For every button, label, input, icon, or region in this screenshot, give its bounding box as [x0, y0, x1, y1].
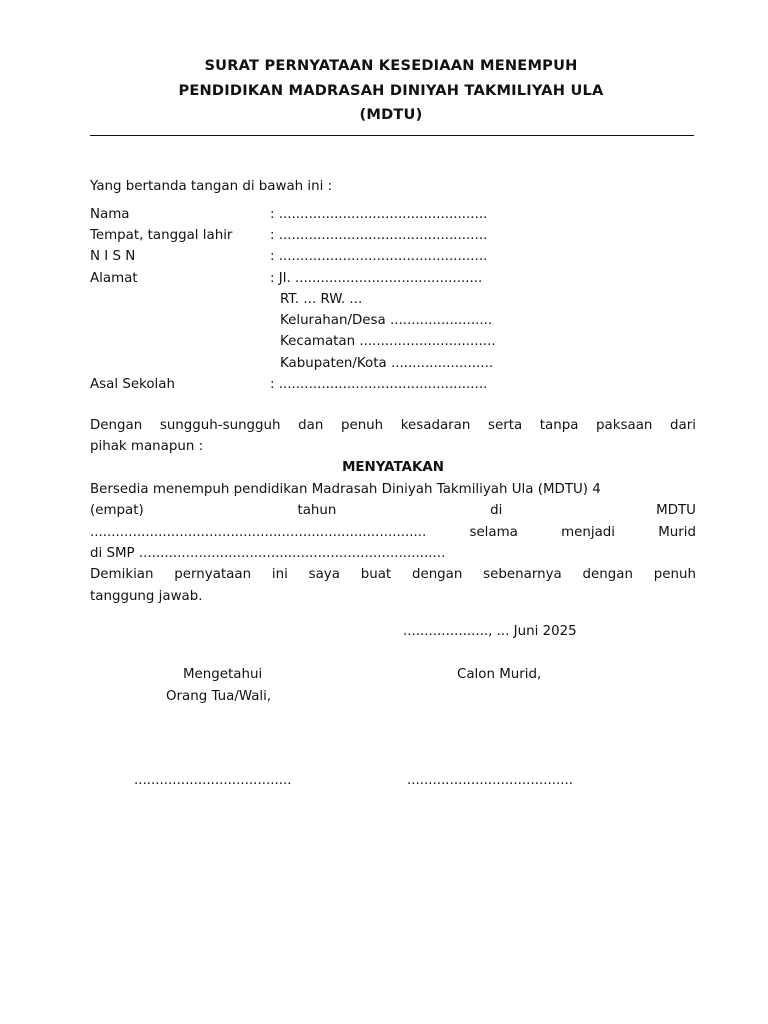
word: ............................................................................... [90, 525, 427, 540]
word: (empat) [90, 503, 144, 518]
word: dengan [582, 567, 633, 582]
word: pernyataan [174, 567, 252, 582]
signature-left-blank: ..................................... [134, 773, 292, 788]
field-value-ttl: : ................................................. [270, 228, 488, 243]
word: MDTU [656, 503, 696, 518]
field-alamat-kelurahan: Kelurahan/Desa ........................ [280, 313, 493, 328]
field-alamat-rt-rw: RT. ... RW. ... [280, 292, 363, 307]
statement-line-3 [90, 525, 696, 540]
field-alamat-kecamatan: Kecamatan ................................ [280, 334, 496, 349]
word: Demikian [90, 567, 154, 582]
statement-line-4: di SMP ........................................................................ [90, 546, 446, 561]
statement-line-1: Bersedia menempuh pendidikan Madrasah Diniyah Takmiliyah Ula (MDTU) 4 [90, 482, 601, 497]
intro-text: Yang bertanda tangan di bawah ini : [90, 179, 333, 194]
word: penuh [653, 567, 696, 582]
statement-opening-line-2: pihak manapun : [90, 439, 204, 454]
field-label-ttl: Tempat, tanggal lahir [90, 228, 233, 243]
statement-heading: MENYATAKAN [342, 460, 444, 475]
field-label-nama: Nama [90, 207, 130, 222]
field-value-sekolah: : ................................................. [270, 377, 488, 392]
word: sebenarnya [483, 567, 562, 582]
field-value-alamat: : Jl. ............................................ [270, 271, 483, 286]
closing-line-1 [90, 567, 696, 582]
field-label-alamat: Alamat [90, 271, 138, 286]
signature-right-title: Calon Murid, [457, 667, 542, 682]
word: dari [670, 418, 696, 433]
word: dan [298, 418, 324, 433]
word: paksaan [596, 418, 653, 433]
word: Dengan [90, 418, 143, 433]
word: buat [360, 567, 392, 582]
field-value-nama: : ................................................. [270, 207, 488, 222]
field-label-sekolah: Asal Sekolah [90, 377, 175, 392]
title-divider [90, 135, 694, 136]
signature-left-role: Orang Tua/Wali, [166, 689, 272, 704]
field-alamat-kabupaten: Kabupaten/Kota ........................ [280, 356, 494, 371]
statement-opening-line-1 [90, 418, 696, 433]
word: saya [308, 567, 340, 582]
word: serta [487, 418, 523, 433]
title-line-3: (MDTU) [359, 106, 423, 123]
word: menjadi [561, 525, 615, 540]
title-line-2: PENDIDIKAN MADRASAH DINIYAH TAKMILIYAH ULA [178, 82, 604, 99]
signature-right-blank: ....................................... [407, 773, 574, 788]
word: Murid [658, 525, 696, 540]
word: penuh [340, 418, 384, 433]
signature-left-title: Mengetahui [183, 667, 263, 682]
word: selama [469, 525, 518, 540]
field-value-nisn: : ................................................. [270, 249, 488, 264]
word: di [490, 503, 503, 518]
field-label-nisn: N I S N [90, 249, 136, 264]
word: ini [271, 567, 288, 582]
closing-line-2: tanggung jawab. [90, 589, 203, 604]
word: kesadaran [400, 418, 471, 433]
word: dengan [411, 567, 463, 582]
date-line: ...................., ... Juni 2025 [403, 624, 577, 639]
statement-line-2 [90, 503, 696, 518]
word: tanpa [539, 418, 579, 433]
title-line-1: SURAT PERNYATAAN KESEDIAAN MENEMPUH [204, 57, 578, 74]
word: tahun [297, 503, 337, 518]
word: sungguh-sungguh [159, 418, 281, 433]
